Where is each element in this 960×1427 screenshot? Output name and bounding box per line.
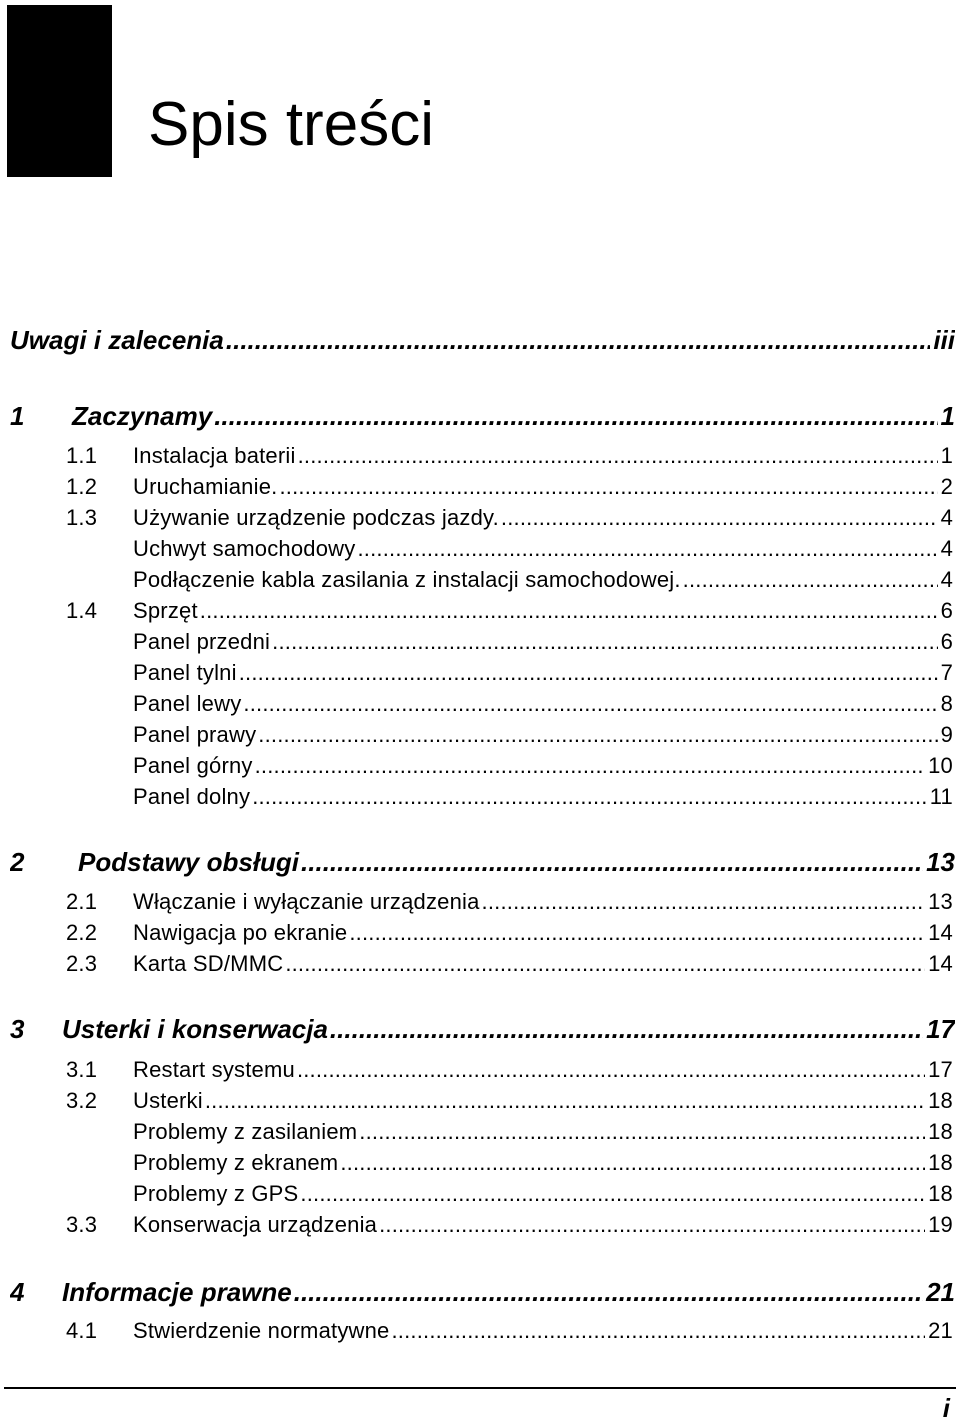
toc-entry[interactable] — [66, 473, 953, 501]
toc-entry-label: Zaczynamy — [72, 401, 213, 431]
toc-entry-page: 7 — [940, 660, 953, 685]
toc-entry-page: 21 — [928, 1318, 953, 1343]
toc-entry[interactable] — [66, 628, 953, 656]
toc-leader-dots — [357, 535, 937, 563]
toc-leader-dots — [252, 783, 927, 811]
toc-entry-number: 4.1 — [66, 1318, 98, 1343]
toc-leader-dots — [200, 597, 938, 625]
toc-entry-label: Włączanie i wyłączanie urządzenia — [133, 889, 480, 914]
toc-entry-page: 6 — [940, 629, 953, 654]
toc-entry-page: 19 — [928, 1212, 953, 1237]
toc-entry[interactable] — [66, 888, 953, 916]
toc-entry-label: Uchwyt samochodowy — [133, 536, 356, 561]
toc-entry-page: 14 — [928, 951, 953, 976]
toc-entry-page: 10 — [928, 753, 953, 778]
toc-leader-dots — [272, 628, 937, 656]
toc-entry[interactable] — [66, 1317, 953, 1345]
toc-entry[interactable] — [66, 1118, 953, 1146]
toc-entry-label: Problemy z ekranem — [133, 1150, 339, 1175]
toc-entry-page: 4 — [940, 567, 953, 592]
toc-entry-label: Panel górny — [133, 753, 253, 778]
toc-entry-page: 21 — [926, 1277, 955, 1307]
toc-entry-label: Panel lewy — [133, 691, 242, 716]
toc-entry[interactable] — [66, 752, 953, 780]
toc-entry-page: 13 — [926, 847, 955, 877]
footer-page-number: i — [942, 1393, 950, 1423]
toc-leader-dots — [297, 1056, 925, 1084]
toc-entry-number: 1.4 — [66, 598, 98, 623]
toc-entry-page: 17 — [926, 1014, 955, 1044]
toc-entry-label: Używanie urządzenie podczas jazdy. — [133, 505, 499, 530]
toc-entry-label: Uwagi i zalecenia — [10, 325, 224, 355]
toc-leader-dots — [255, 752, 926, 780]
toc-entry-label: Konserwacja urządzenia — [133, 1212, 378, 1237]
toc-entry-number: 1.2 — [66, 474, 98, 499]
toc-entry[interactable] — [66, 721, 953, 749]
toc-entry-page: 18 — [928, 1150, 953, 1175]
toc-leader-dots — [239, 659, 938, 687]
toc-entry-page: 11 — [929, 784, 953, 809]
toc-entry-label: Panel tylni — [133, 660, 237, 685]
toc-entry-number: 3.1 — [66, 1057, 98, 1082]
page-title: Spis treści — [148, 90, 434, 159]
toc-leader-dots — [214, 400, 937, 432]
toc-entry[interactable] — [66, 1149, 953, 1177]
toc-entry-label: Podstawy obsługi — [78, 847, 300, 877]
toc-entry-label: Sprzęt — [133, 598, 198, 623]
toc-entry-label: Panel prawy — [133, 722, 257, 747]
toc-entry-page: 18 — [928, 1181, 953, 1206]
toc-entry-label: Nawigacja po ekranie — [133, 920, 348, 945]
toc-entry[interactable] — [66, 919, 953, 947]
toc-leader-dots — [205, 1087, 925, 1115]
toc-entry-number: 2.3 — [66, 951, 98, 976]
toc-leader-dots — [285, 950, 925, 978]
toc-entry-number: 1.1 — [66, 443, 98, 468]
toc-entry[interactable] — [66, 504, 953, 532]
toc-leader-dots — [301, 846, 923, 878]
toc-leader-dots — [340, 1149, 925, 1177]
toc-entry[interactable] — [66, 783, 953, 811]
toc-entry-label: Podłączenie kabla zasilania z instalacji samochodowej. — [133, 567, 681, 592]
toc-entry-page: 17 — [928, 1057, 953, 1082]
toc-entry-page: 9 — [940, 722, 953, 747]
toc-entry-label: Stwierdzenie normatywne — [133, 1318, 390, 1343]
toc-entry-number: 3.2 — [66, 1088, 98, 1113]
toc-leader-dots — [243, 690, 937, 718]
toc-leader-dots — [330, 1013, 923, 1045]
toc-entry[interactable] — [66, 442, 953, 470]
toc-entry[interactable] — [66, 1211, 953, 1239]
toc-entry-label: Usterki — [133, 1088, 203, 1113]
toc-entry-page: iii — [933, 325, 955, 355]
toc-entry-label: Panel dolny — [133, 784, 251, 809]
toc-entry-number: 1.3 — [66, 505, 98, 530]
toc-entry-page: 18 — [928, 1088, 953, 1113]
toc-entry-label: Usterki i konserwacja — [62, 1014, 328, 1044]
footer-divider — [4, 1387, 956, 1389]
toc-entry-label: Restart systemu — [133, 1057, 295, 1082]
toc-entry-label: Informacje prawne — [62, 1277, 292, 1307]
toc-entry-number: 1 — [10, 401, 25, 431]
toc-entry-page: 14 — [928, 920, 953, 945]
toc-entry-number: 4 — [10, 1277, 25, 1307]
toc-leader-dots — [226, 324, 930, 356]
toc-entry[interactable] — [66, 950, 953, 978]
toc-leader-dots — [379, 1211, 925, 1239]
toc-leader-dots — [349, 919, 925, 947]
toc-entry[interactable] — [66, 1087, 953, 1115]
toc-leader-dots — [683, 566, 938, 594]
toc-leader-dots — [298, 442, 938, 470]
toc-entry[interactable] — [66, 1056, 953, 1084]
toc-entry-number: 3 — [10, 1014, 25, 1044]
toc-entry[interactable] — [10, 846, 955, 878]
toc-entry-page: 2 — [940, 474, 953, 499]
toc-entry-page: 4 — [940, 536, 953, 561]
toc-leader-dots — [300, 1180, 925, 1208]
toc-entry-page: 1 — [940, 443, 953, 468]
toc-entry-page: 13 — [928, 889, 953, 914]
toc-entry-page: 4 — [940, 505, 953, 530]
toc-entry-number: 2 — [10, 847, 25, 877]
toc-entry-label: Problemy z GPS — [133, 1181, 299, 1206]
toc-entry-number: 2.2 — [66, 920, 98, 945]
toc-entry[interactable] — [10, 1276, 955, 1308]
toc-entry-number: 2.1 — [66, 889, 98, 914]
toc-leader-dots — [279, 473, 937, 501]
toc-entry[interactable] — [66, 690, 953, 718]
toc-entry-page: 6 — [940, 598, 953, 623]
toc-leader-dots — [392, 1317, 926, 1345]
toc-leader-dots — [359, 1118, 925, 1146]
toc-entry-label: Panel przedni — [133, 629, 271, 654]
toc-leader-dots — [482, 888, 926, 916]
toc-leader-dots — [501, 504, 938, 532]
toc-entry[interactable] — [10, 1013, 955, 1045]
toc-entry[interactable] — [66, 1180, 953, 1208]
toc-entry[interactable] — [10, 324, 955, 356]
toc-entry-label: Problemy z zasilaniem — [133, 1119, 358, 1144]
toc-entry-page: 1 — [940, 401, 955, 431]
toc-leader-dots — [294, 1276, 923, 1308]
toc-entry-number: 3.3 — [66, 1212, 98, 1237]
toc-entry[interactable] — [10, 400, 955, 432]
toc-entry-page: 18 — [928, 1119, 953, 1144]
toc-leader-dots — [258, 721, 937, 749]
toc-entry-label: Instalacja baterii — [133, 443, 296, 468]
toc-entry-page: 8 — [940, 691, 953, 716]
toc-entry[interactable] — [66, 659, 953, 687]
toc-entry[interactable] — [66, 535, 953, 563]
toc-entry-label: Uruchamianie. — [133, 474, 278, 499]
toc-entry[interactable] — [66, 566, 953, 594]
toc-entry-label: Karta SD/MMC — [133, 951, 284, 976]
toc-entry[interactable] — [66, 597, 953, 625]
